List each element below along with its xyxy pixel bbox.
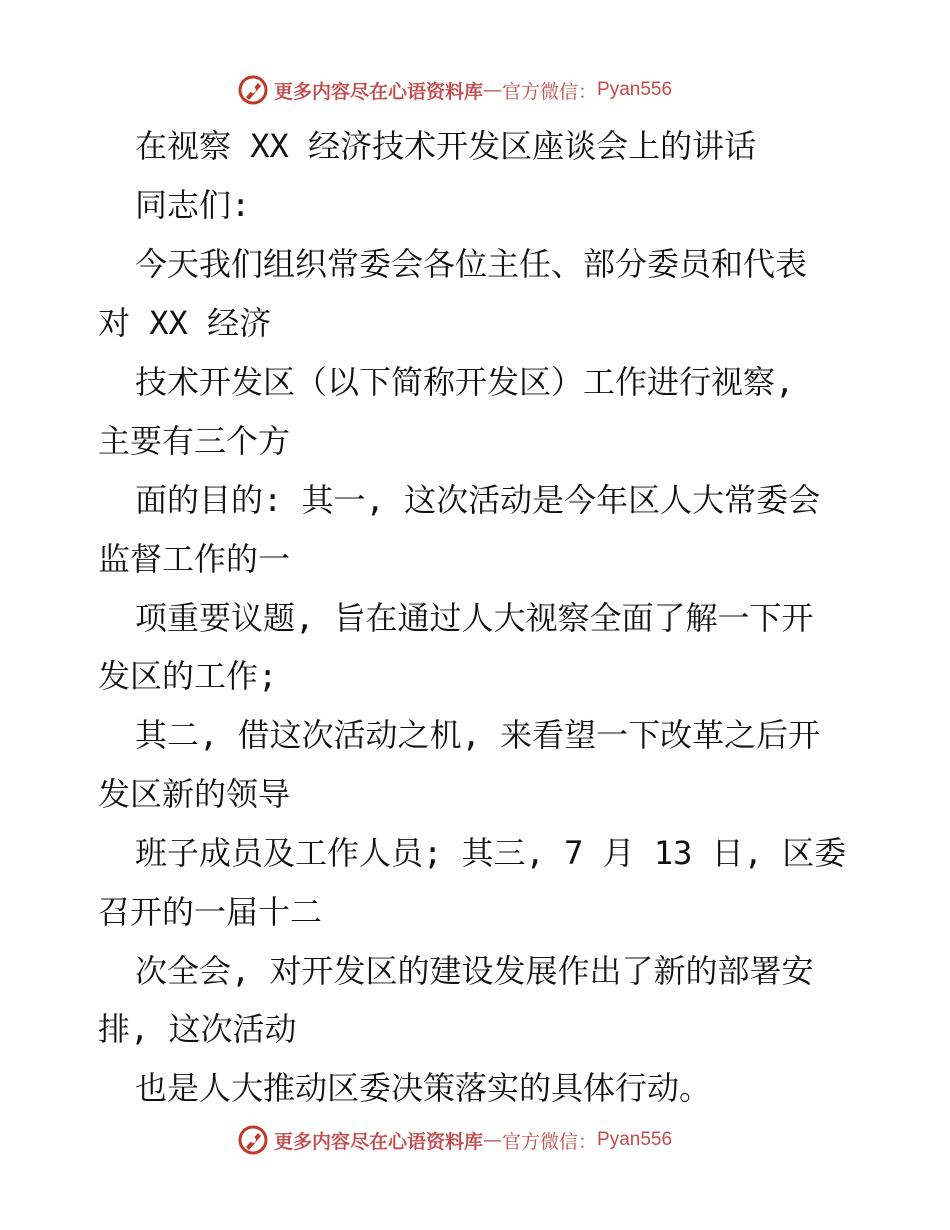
document-title: 在视察 XX 经济技术开发区座谈会上的讲话 bbox=[135, 127, 757, 165]
text-line: 面的目的: 其一, 这次活动是今年区人大常委会 bbox=[135, 481, 821, 519]
salutation: 同志们: bbox=[135, 186, 251, 224]
text-line: 召开的一届十二 bbox=[98, 893, 323, 931]
pen-logo-icon bbox=[236, 1123, 270, 1157]
text-line: 今天我们组织常委会各位主任、部分委员和代表 bbox=[135, 245, 808, 283]
banner-title: 更多内容尽在心语资料库 bbox=[274, 80, 484, 103]
text-line: 次全会, 对开发区的建设发展作出了新的部署安 bbox=[135, 952, 814, 990]
text-line: 发区新的领导 bbox=[98, 775, 291, 813]
banner-wechat-label: 官方微信： bbox=[502, 80, 598, 103]
text-line: 技术开发区（以下简称开发区）工作进行视察, bbox=[135, 363, 795, 401]
banner-wechat-id: Pyan556 bbox=[597, 1129, 673, 1150]
header-banner bbox=[236, 72, 672, 108]
banner-wechat-label: 官方微信： bbox=[502, 1130, 598, 1153]
text-line: 排, 这次活动 bbox=[98, 1010, 297, 1048]
text-line: 发区的工作; bbox=[98, 657, 278, 695]
banner-dash: — bbox=[483, 1129, 503, 1151]
text-line: 监督工作的一 bbox=[98, 540, 291, 578]
pen-logo-icon bbox=[236, 73, 270, 107]
text-line: 其二, 借这次活动之机, 来看望一下改革之后开 bbox=[135, 716, 821, 754]
text-line: 也是人大推动区委决策落实的具体行动。 bbox=[135, 1069, 712, 1107]
text-line: 班子成员及工作人员; 其三, 7 月 13 日, 区委 bbox=[135, 834, 847, 872]
footer-banner bbox=[236, 1122, 672, 1158]
banner-wechat-id: Pyan556 bbox=[597, 79, 673, 100]
text-line: 对 XX 经济 bbox=[98, 304, 272, 342]
banner-title: 更多内容尽在心语资料库 bbox=[274, 1130, 484, 1153]
text-line: 项重要议题, 旨在通过人大视察全面了解一下开 bbox=[135, 599, 814, 637]
text-line: 主要有三个方 bbox=[98, 422, 291, 460]
banner-dash: — bbox=[483, 79, 503, 101]
